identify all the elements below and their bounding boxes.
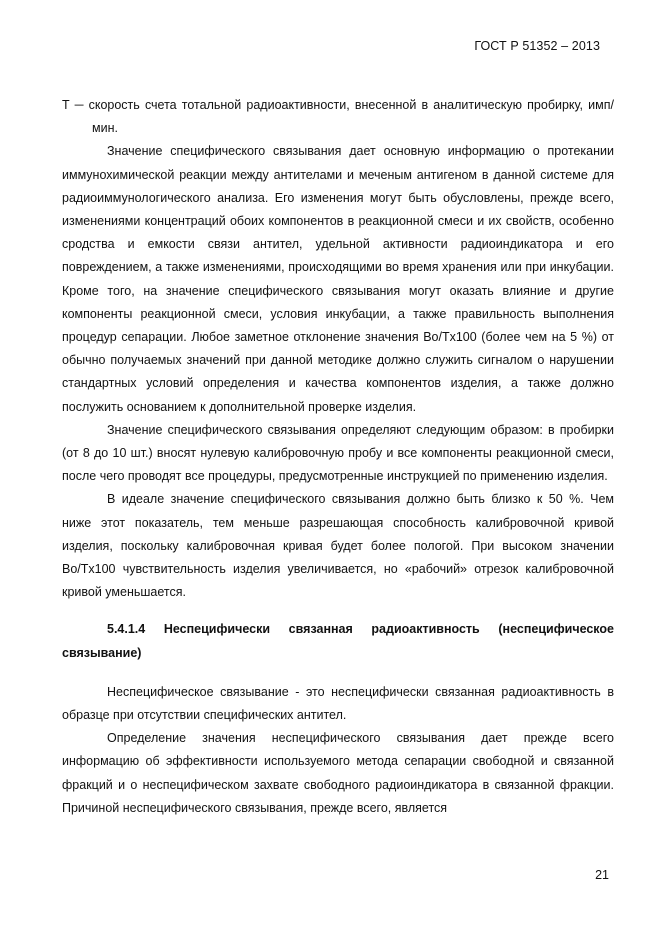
page-number: 21 — [595, 868, 609, 882]
paragraph: Неспецифическое связывание - это неспецифически связанная радиоактивность в образце при отсутствии специфических антител. — [62, 684, 614, 723]
paragraph: Значение специфического связывания дает основную информацию о протекании иммунохимической реакции между антителами и меченым антигеном в данной системе для радиоиммунологического анализа. Его изменения могут быть обусловлены, прежде всего, изменениями концентраций обоих компонентов в реакционной смеси и их свойств, особенно сродства и емкости связи антител, удельной активности радиоиндикатора и его повреждением, а также изменениями, происходящими во время хранения или при инкубации. Кроме того, на значение специфического связывания могут оказать влияние и другие компоненты реакционной смеси, условия инкубации, а также правильность выполнения процедур сепарации. Любое заметное отклонение значения Bo/Tx100 (более чем на 5 %) от обычно получаемых значений при данной методике должно служить сигналом о нарушении стандартных условий определения и качества компонентов изделия, а также должно послужить основанием к дополнительной проверке изделия. — [62, 144, 614, 414]
section-heading: 5.4.1.4 Неспецифически связанная радиоактивность (неспецифическое связывание) — [62, 622, 614, 660]
page-content — [62, 94, 614, 820]
paragraph: Определение значения неспецифического связывания дает прежде всего информацию об эффективности используемого метода сепарации свободной и связанной фракций и о неспецифическом захвате свободного радиоиндикатора в связанной фракции. Причиной неспецифического связывания, прежде всего, является — [62, 731, 614, 815]
document-header: ГОСТ Р 51352 – 2013 — [474, 39, 600, 53]
paragraph: В идеале значение специфического связывания должно быть близко к 50 %. Чем ниже этот показатель, тем меньше разрешающая способность калибровочной кривой изделия, поскольку калибровочная кривая будет более пологой. При высоком значении Bo/Tx100 чувствительность изделия увеличивается, но «рабочий» отрезок калибровочной кривой уменьшается. — [62, 492, 614, 600]
definition-paragraph: T ─ скорость счета тотальной радиоактивности, внесенной в аналитическую пробирку, имп/мин. — [62, 98, 614, 136]
paragraph: Значение специфического связывания определяют следующим образом: в пробирки (от 8 до 10 шт.) вносят нулевую калибровочную пробу и все компоненты реакционной смеси, после чего проводят все процедуры, предусмотренные инструкцией по применению изделия. — [62, 422, 614, 484]
